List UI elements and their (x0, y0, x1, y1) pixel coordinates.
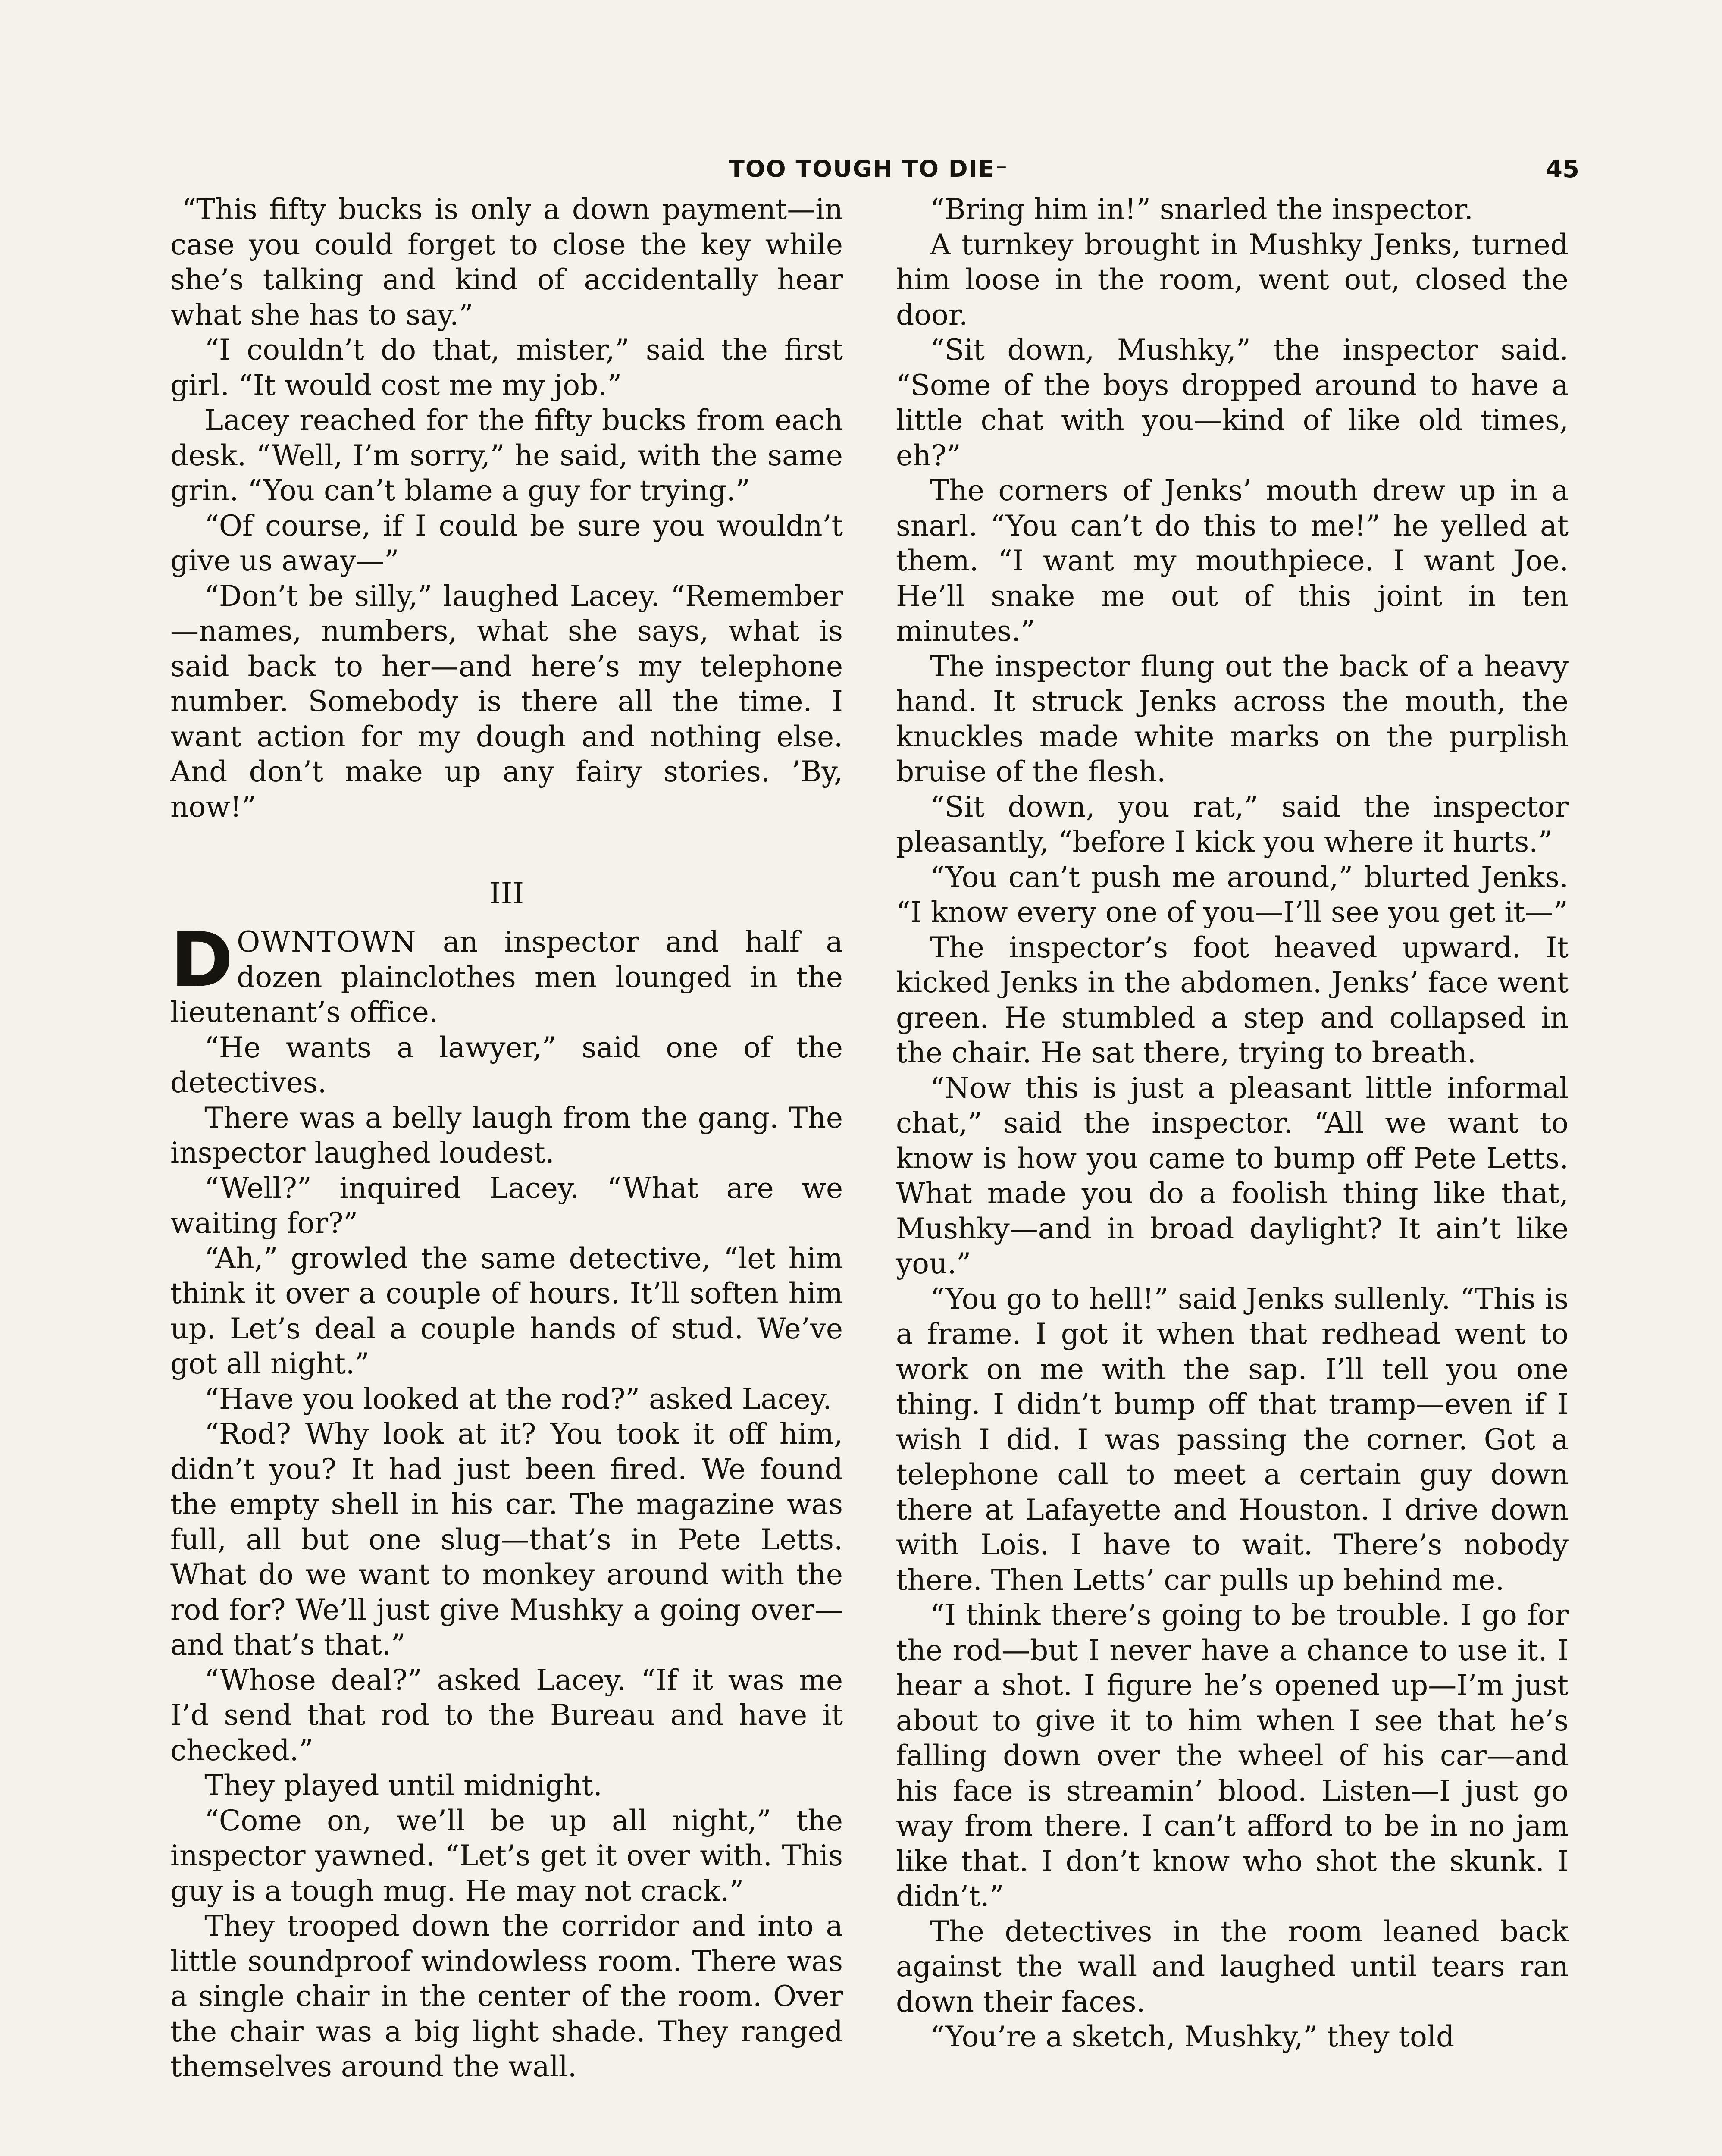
paragraph: “Whose deal?” asked Lacey. “If it was me I’d send that rod to the Bureau and have it checked.” (170, 1663, 843, 1767)
paragraph: “Sit down, you rat,” said the inspector pleasantly, “before I kick you where it hurts.” (896, 790, 1569, 859)
paragraph: “Rod? Why look at it? You took it off him, didn’t you? It had just been fired. We found the empty shell in his car. The magazine was full, all but one slug—that’s in Pete Letts. What do we want to monkey around with the rod for? We’ll just give Mushky a going over—and that’s that.” (170, 1417, 843, 1661)
paragraph: “I think there’s going to be trouble. I go for the rod—but I never have a chance to use it. I hear a shot. I figure he’s opened up—I’m just about to give it to him when I see that he’s falling down over the wheel of his car—and his face is streamin’ blood. Listen—I just go way from there. I can’t afford to be in no jam like that. I don’t know who shot the skunk. I didn’t.” (896, 1598, 1569, 1913)
paragraph: A turnkey brought in Mushky Jenks, turned him loose in the room, went out, closed the door. (896, 228, 1569, 332)
paragraph: “He wants a lawyer,” said one of the detectives. (170, 1031, 843, 1099)
paragraph: The inspector flung out the back of a heavy hand. It struck Jenks across the mouth, the knuckles made white marks on the purplish bruise of the flesh. (896, 649, 1569, 788)
left-column (170, 192, 843, 2084)
running-title-dash: – (996, 153, 1007, 178)
lead-in-caps: OWNTOWN (237, 925, 417, 959)
section-opening-paragraph (170, 916, 843, 1030)
page-number: 45 (1546, 155, 1579, 183)
paragraph: “Now this is just a pleasant little informal chat,” said the inspector. “All we want to know is how you came to bump off Pete Letts. What made you do a foolish thing like that, Mushky—and in broad daylight? It ain’t like you.” (896, 1071, 1569, 1280)
opening-text: an inspector and half a dozen plainclothes men lounged in the lieutenant’s office. (170, 925, 843, 1029)
paragraph: “Sit down, Mushky,” the inspector said. “Some of the boys dropped around to have a little chat with you—kind of like old times, eh?” (896, 333, 1569, 472)
paragraph: “Of course, if I could be sure you wouldn’t give us away—” (170, 509, 843, 577)
paragraph: The inspector’s foot heaved upward. It kicked Jenks in the abdomen. Jenks’ face went green. He stumbled a step and collapsed in the chair. He sat there, trying to breath. (896, 931, 1569, 1069)
paragraph: “You’re a sketch, Mushky,” they told (930, 2020, 1455, 2053)
paragraph: “Don’t be silly,” laughed Lacey. “Remember—names, numbers, what she says, what is said back to her—and here’s my telephone number. Somebody is there all the time. I want action for my dough and nothing else. And don’t make up any fairy stories. ’By, now!” (170, 579, 843, 824)
running-title: TOO TOUGH TO DIE (729, 155, 995, 182)
paragraph: Lacey reached for the fifty bucks from each desk. “Well, I’m sorry,” he said, with the same grin. “You can’t blame a guy for trying.” (170, 404, 843, 507)
paragraph: “Have you looked at the rod?” asked Lacey. (204, 1382, 832, 1416)
paragraph: The corners of Jenks’ mouth drew up in a snarl. “You can’t do this to me!” he yelled at them. “I want my mouthpiece. I want Joe. He’ll snake me out of this joint in ten minutes.” (896, 474, 1569, 648)
paragraph: They played until midnight. (204, 1769, 602, 1802)
paragraph: They trooped down the corridor and into a little soundproof windowless room. There was a single chair in the center of the room. Over the chair was a big light shade. They ranged themselves around the wall. (170, 1909, 843, 2083)
paragraph: “You go to hell!” said Jenks sullenly. “This is a frame. I got it when that redhead went to work on me with the sap. I’ll tell you one thing. I didn’t bump off that tramp—even if I wish I did. I was passing the corner. Got a telephone call to meet a certain guy down there at Lafayette and Houston. I drive down with Lois. I have to wait. There’s nobody there. Then Letts’ car pulls up behind me. (896, 1282, 1569, 1597)
paragraph: “Well?” inquired Lacey. “What are we waiting for?” (170, 1171, 843, 1240)
paragraph: There was a belly laugh from the gang. The inspector laughed loudest. (170, 1101, 843, 1169)
paragraph: “Ah,” growled the same detective, “let him think it over a couple of hours. It’ll soften him up. Let’s deal a couple hands of stud. We’ve got all night.” (170, 1241, 843, 1380)
right-column (896, 192, 1569, 2055)
paragraph: “This fifty bucks is only a down payment—in case you could forget to close the key while she’s talking and kind of accidentally hear what she has to say.” (170, 193, 843, 332)
paragraph: “I couldn’t do that, mister,” said the first girl. “It would cost me my job.” (170, 333, 843, 402)
paragraph: “Bring him in!” snarled the inspector. (930, 193, 1473, 226)
section-number: III (489, 877, 524, 911)
paragraph: The detectives in the room leaned back against the wall and laughed until tears ran down their faces. (896, 1915, 1569, 2018)
paragraph: “Come on, we’ll be up all night,” the inspector yawned. “Let’s get it over with. This guy is a tough mug. He may not crack.” (170, 1804, 843, 1908)
paragraph: “You can’t push me around,” blurted Jenks. “I know every one of you—I’ll see you get it—” (896, 860, 1569, 929)
drop-cap: D (170, 916, 234, 1004)
